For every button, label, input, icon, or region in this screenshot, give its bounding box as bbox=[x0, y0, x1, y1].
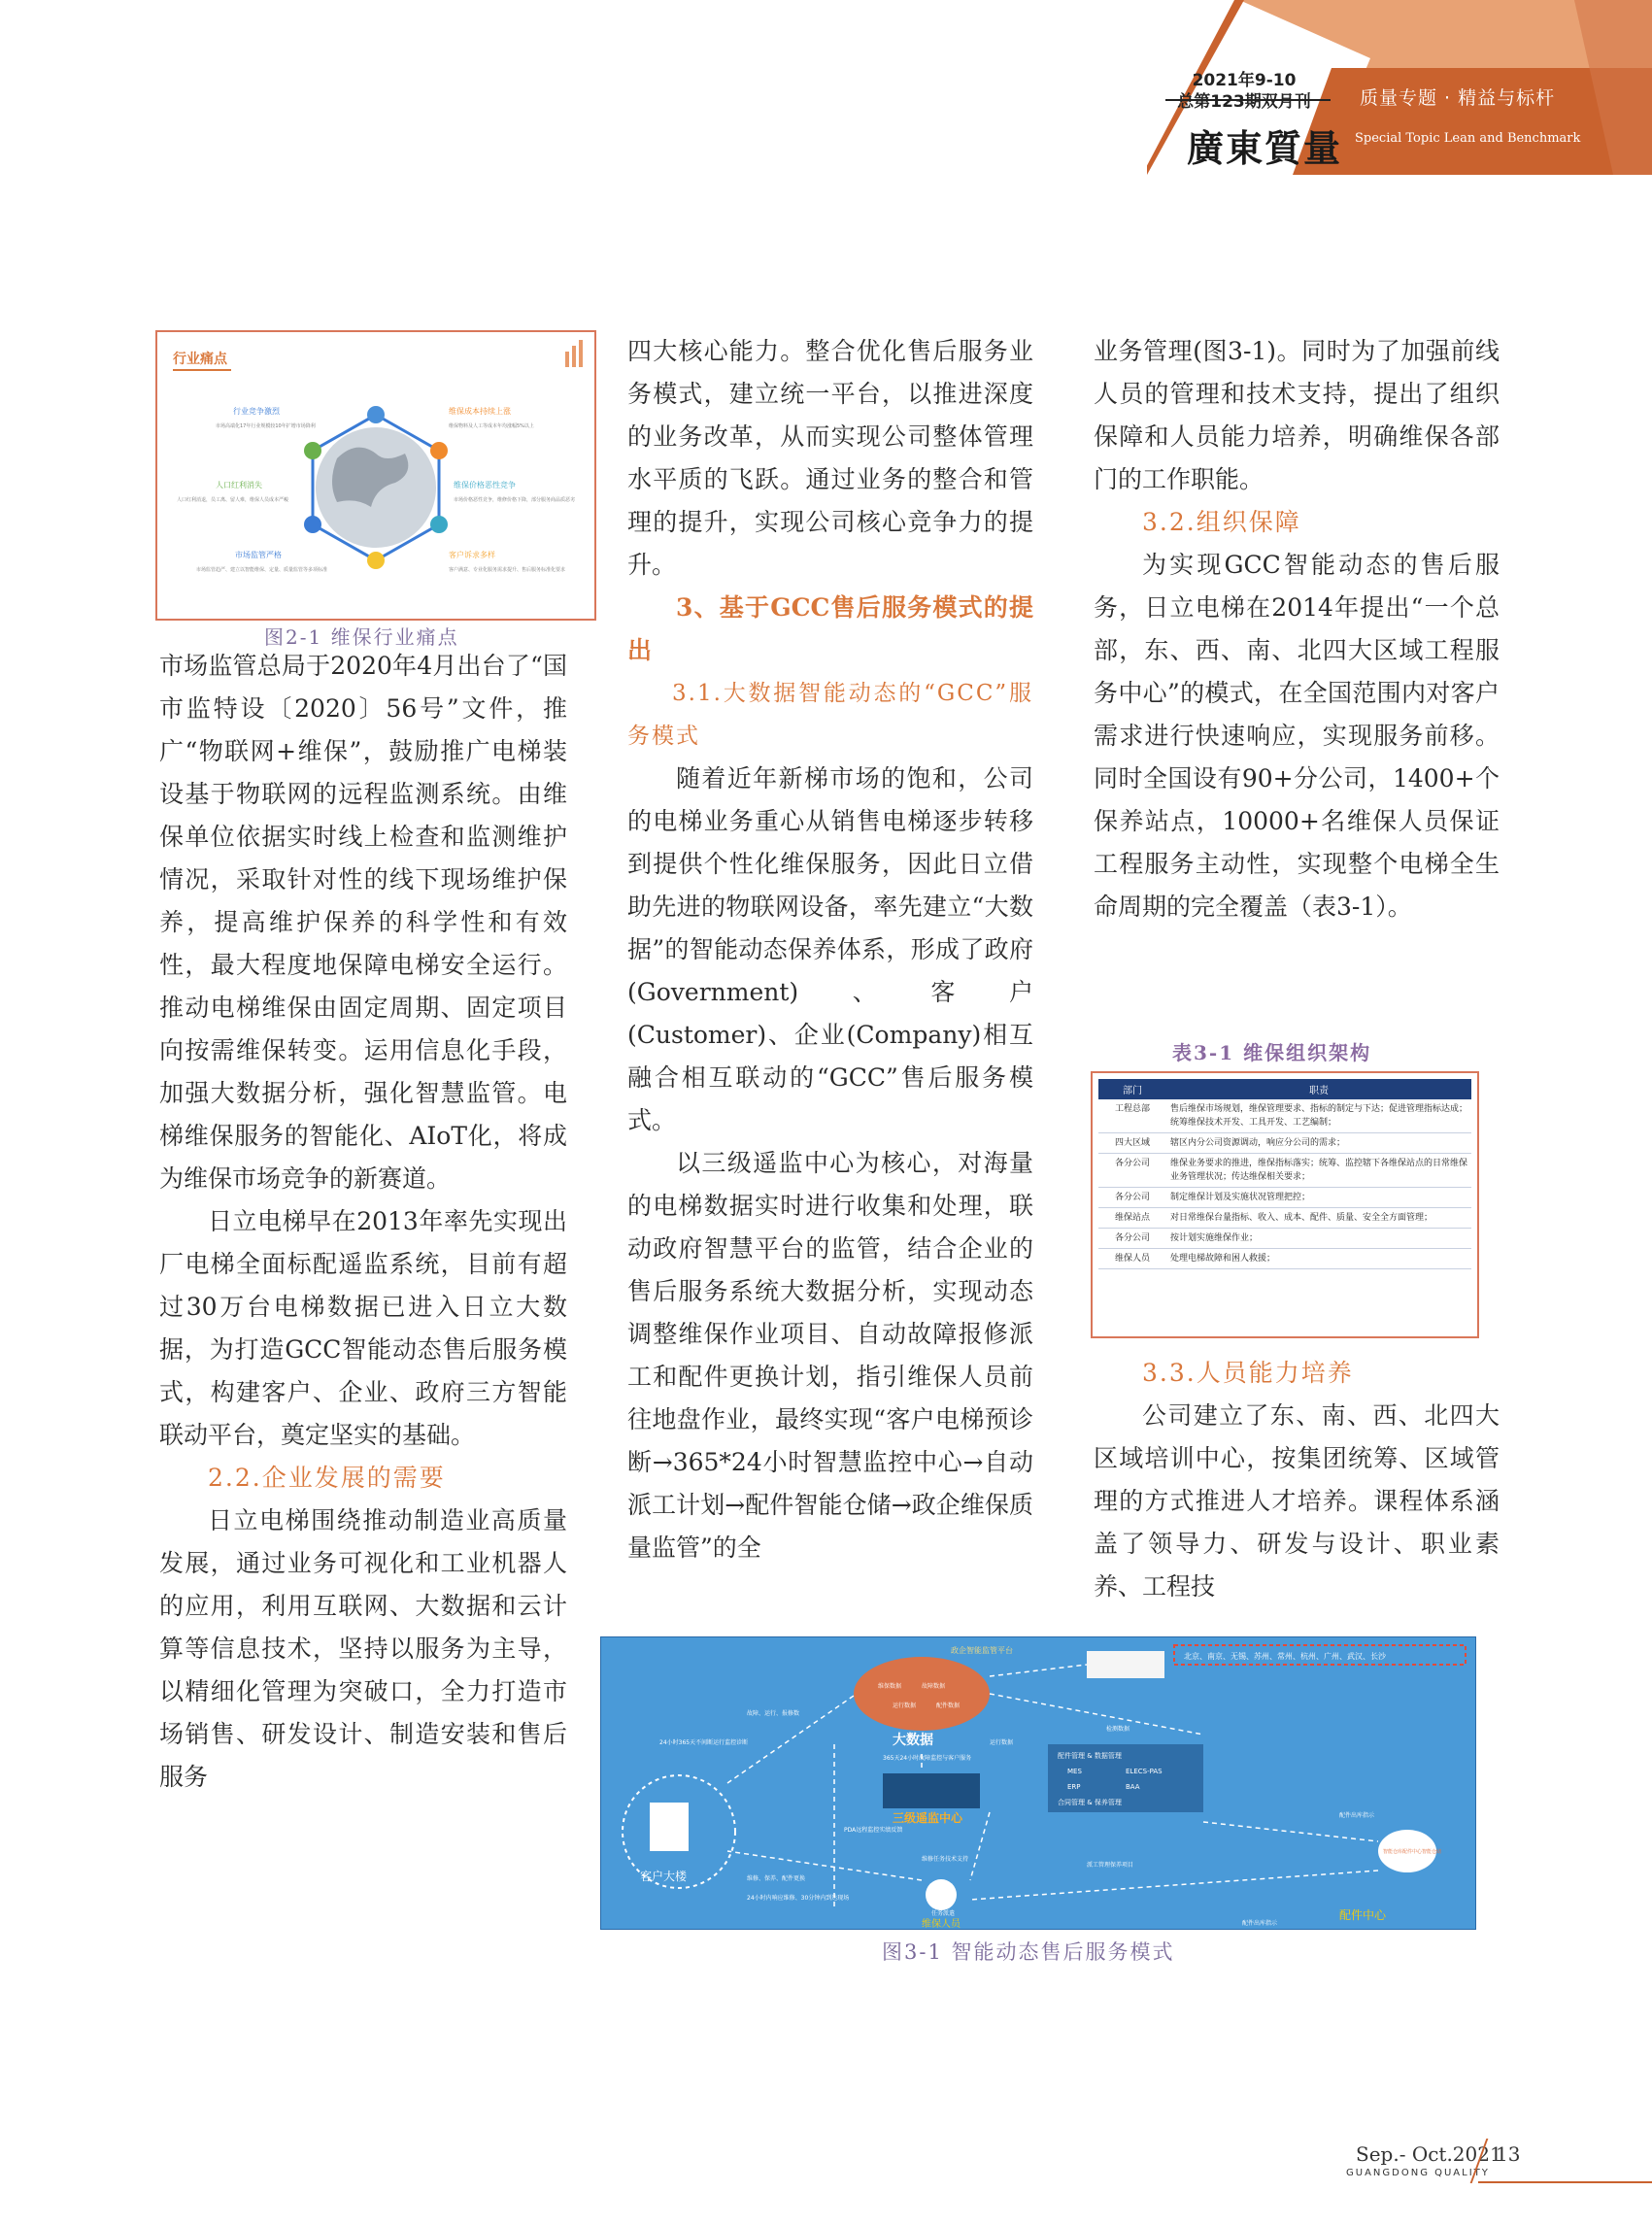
table-3-1 bbox=[1091, 1071, 1479, 1338]
table-cell: 按计划实施维保作业； bbox=[1166, 1229, 1471, 1249]
fig21-item-text: 人口红利消退，员工离、留人难，维保人员成本严峻 bbox=[177, 497, 289, 503]
table31-caption: 表3-1 维保组织架构 bbox=[1172, 1041, 1372, 1064]
column-3 bbox=[1094, 330, 1500, 928]
fig21-item-text: 客户满意、专业化服务需求提升、售后服务标准化要求 bbox=[449, 567, 566, 573]
fig21-item-title: 维保成本持续上涨 bbox=[449, 407, 511, 416]
table-row bbox=[1098, 1099, 1471, 1133]
section-3-1-heading: 3.1.大数据智能动态的“GCC”服务模式 bbox=[627, 681, 1033, 749]
table-header: 部门 bbox=[1098, 1079, 1166, 1099]
fig21-item-text: 维保物料及人工等成本年均涨幅5%以上 bbox=[449, 423, 534, 429]
col3-paragraph: 为实现GCC智能动态的售后服务，日立电梯在2014年提出“一个总部，东、西、南、北四大区域工程服务中心”的模式，在全国范围内对客户需求进行快速响应，实现服务前移。同时全国设有90+分公司，1400+个保养站点，10000+名维保人员保证工程服务主动性，实现整个电梯全生命周期的完全覆盖（表3-1）。 bbox=[1094, 551, 1500, 921]
table-row bbox=[1098, 1154, 1471, 1188]
column-3-lower bbox=[1094, 1352, 1500, 1608]
journal-logo: 廣東質量 bbox=[1187, 126, 1343, 170]
city-list: 北京、南京、无锡、苏州、常州、杭州、广州、武汉、长沙 bbox=[1184, 1652, 1386, 1661]
col2-paragraph: 随着近年新梯市场的饱和，公司的电梯业务重心从销售电梯逐步转移到提供个性化维保服务，因此日立借助先进的物联网设备，率先建立“大数据”的智能动态保养体系，形成了政府(Government)、客户(Customer)、企业(Company)相互融合相互联动的“GCC”售后服务模式。 bbox=[627, 764, 1033, 1134]
column-1 bbox=[159, 645, 567, 1799]
flow-label: 配件出库指示 bbox=[1242, 1920, 1278, 1927]
mgmt-label: ERP bbox=[1067, 1783, 1081, 1791]
cloud-label: 运行数据 bbox=[893, 1702, 917, 1709]
fig21-title-rule bbox=[173, 369, 231, 371]
table-cell: 辖区内分公司资源调动，响应分公司的需求； bbox=[1166, 1133, 1471, 1154]
table-cell: 对日常维保台量指标、收入、成本、配件、质量、安全全方面管理； bbox=[1166, 1208, 1471, 1229]
cloud-label: 配件数据 bbox=[936, 1702, 961, 1709]
flow-label: 运行数据 bbox=[990, 1739, 1014, 1746]
fig21-item-title: 人口红利消失 bbox=[216, 481, 262, 489]
flow-label: 365天24小时故障监控与客户服务 bbox=[883, 1755, 972, 1762]
customer-label: 客户大楼 bbox=[640, 1870, 688, 1883]
footer-rule bbox=[1478, 2181, 1652, 2183]
table-cell: 四大区域 bbox=[1098, 1133, 1166, 1154]
flow-label: 任务派遣 bbox=[931, 1910, 956, 1917]
cloud-label: 维保数据 bbox=[878, 1683, 902, 1690]
section-3-3-heading: 3.3.人员能力培养 bbox=[1142, 1359, 1354, 1387]
table-row bbox=[1098, 1208, 1471, 1229]
flow-label: 24小时内响应维修、30分钟内到达现场 bbox=[747, 1895, 850, 1902]
col1-paragraph: 日立电梯早在2013年率先实现出厂电梯全面标配遥监系统，目前有超过30万台电梯数据已进入日立大数据，为打造GCC智能动态售后服务模式，构建客户、企业、政府三方智能联动平台，奠定坚实的基础。 bbox=[159, 1207, 567, 1449]
flow-label: 故障、运行、报修数 bbox=[747, 1710, 800, 1717]
flow-labels bbox=[747, 1709, 1375, 1927]
fig21-item-text: 市场高端化17年行业规模较10年扩增市场降利 bbox=[216, 423, 316, 429]
table-cell: 售后维保市场规划，维保管理要求、指标的制定与下达；促进管理指标达成；统筹维保技术开发、工具开发、工艺编制； bbox=[1166, 1099, 1471, 1133]
col1-paragraph: 市场监管总局于2020年4月出台了“国市监特设〔2020〕56号”文件，推广“物联网+维保”，鼓励推广电梯装设基于物联网的远程监测系统。由维保单位依据实时线上检查和监测维护情况，采取针对性的线下现场维护保养，提高维护保养的科学性和有效性，最大程度地保障电梯安全运行。推动电梯维保由固定周期、固定项目向按需维保转变。运用信息化手段，加强大数据分析，强化智慧监管。电梯维保服务的智能化、AIoT化，将成为维保市场竞争的新赛道。 bbox=[159, 652, 567, 1193]
figure-2-1-graphic bbox=[157, 332, 594, 619]
flow-label: 维修任务技术支持 bbox=[922, 1856, 969, 1863]
table-cell: 维保业务要求的推进，维保指标落实；统筹、监控辖下各维保站点的日常维保业务管理状况；传达维保相关要求； bbox=[1166, 1154, 1471, 1188]
fig21-item-title: 市场监管严格 bbox=[235, 551, 282, 559]
table-header: 职责 bbox=[1166, 1079, 1471, 1099]
warehouse-label: 智能仓库配件中心智能仓储 bbox=[1383, 1849, 1442, 1855]
table-cell: 维保站点 bbox=[1098, 1208, 1166, 1229]
topic-title-en: Special Topic Lean and Benchmark bbox=[1355, 131, 1581, 146]
figure-2-1 bbox=[155, 330, 596, 621]
figure-3-1-graphic bbox=[601, 1637, 1475, 1929]
building-icon bbox=[650, 1803, 689, 1851]
flow-label: PDA远程监控实绩反馈 bbox=[844, 1827, 903, 1834]
table-row bbox=[1098, 1188, 1471, 1208]
monitor-icon bbox=[1087, 1651, 1164, 1678]
issue-date: 2021年9-10 bbox=[1192, 71, 1297, 90]
fig21-item-title: 客户诉求多样 bbox=[449, 551, 495, 559]
table-cell: 工程总部 bbox=[1098, 1099, 1166, 1133]
figure-3-1 bbox=[600, 1636, 1476, 1930]
table-cell: 各分公司 bbox=[1098, 1188, 1166, 1208]
col1-paragraph: 日立电梯围绕推动制造业高质量发展，通过业务可视化和工业机器人的应用，利用互联网、大数据和云计算等信息技术，坚持以服务为主导，以精细化管理为突破口，全力打造市场销售、研发设计、制造安装和售后服务 bbox=[159, 1506, 567, 1791]
platform-label: 政企智能监管平台 bbox=[951, 1646, 1013, 1655]
table-cell: 制定维保计划及实施状况管理把控； bbox=[1166, 1188, 1471, 1208]
page-number: 13 bbox=[1496, 2142, 1521, 2166]
table-cell: 各分公司 bbox=[1098, 1229, 1166, 1249]
section-3-heading: 3、基于GCC售后服务模式的提出 bbox=[627, 593, 1033, 664]
table-cell: 处理电梯故障和困人救援； bbox=[1166, 1249, 1471, 1269]
col3-paragraph: 业务管理(图3-1)。同时为了加强前线人员的管理和技术支持，提出了组织保障和人员能力培养，明确维保各部门的工作职能。 bbox=[1094, 337, 1500, 493]
fig21-caption: 图2-1 维保行业痛点 bbox=[264, 625, 459, 649]
col2-paragraph: 四大核心能力。整合优化售后服务业务模式，建立统一平台，以推进深度的业务改革，从而实现公司整体管理水平质的飞跃。通过业务的整合和管理的提升，实现公司核心竞争力的提升。 bbox=[627, 337, 1033, 579]
table-cell: 各分公司 bbox=[1098, 1154, 1166, 1188]
parts-center-label: 配件中心 bbox=[1339, 1908, 1387, 1922]
footer-date: Sep.- Oct.2021 bbox=[1356, 2142, 1502, 2166]
issue-number: 总第123期双月刊 bbox=[1177, 92, 1311, 112]
col2-paragraph: 以三级遥监中心为核心，对海量的电梯数据实时进行收集和处理，联动政府智慧平台的监管，结合企业的售后服务系统大数据分析，实现动态调整维保作业项目、自动故障报修派工和配件更换计划，指引维保人员前往地盘作业，最终实现“客户电梯预诊断→365*24小时智慧监控中心→自动派工计划→配件智能仓储→政企维保质量监管”的全 bbox=[627, 1149, 1033, 1562]
col3-paragraph: 公司建立了东、南、西、北四大区域培训中心，按集团统筹、区域管理的方式推进人才培养。课程体系涵盖了领导力、研发与设计、职业素养、工程技 bbox=[1094, 1401, 1500, 1601]
mgmt-label: 配件管理 & 数据管理 bbox=[1058, 1752, 1122, 1760]
table-row bbox=[1098, 1133, 1471, 1154]
issue-info bbox=[1171, 70, 1317, 113]
org-table bbox=[1098, 1079, 1471, 1269]
flow-label: 派工管理保养项目 bbox=[1087, 1862, 1134, 1869]
table-row bbox=[1098, 1249, 1471, 1269]
mgmt-label: MES bbox=[1067, 1768, 1082, 1775]
flow-label: 配件出库指示 bbox=[1339, 1812, 1375, 1819]
fig21-title: 行业痛点 bbox=[173, 352, 227, 367]
column-2 bbox=[627, 330, 1033, 1569]
flow-label: 维修、保养、配件更换 bbox=[747, 1875, 806, 1882]
remote-center-label: 三级遥监中心 bbox=[893, 1811, 963, 1825]
fig31-caption: 图3-1 智能动态售后服务模式 bbox=[882, 1940, 1175, 1964]
fig21-bars bbox=[565, 340, 583, 367]
fig21-item-text: 市场价格恶性竞争，维修价格下降，部分服务商品质恶劣 bbox=[454, 497, 576, 503]
section-3-2-heading: 3.2.组织保障 bbox=[1142, 508, 1301, 536]
mgmt-label: BAA bbox=[1126, 1783, 1140, 1791]
fig21-item-title: 维保价格恶性竞争 bbox=[454, 481, 516, 489]
worker-label: 维保人员 bbox=[922, 1919, 961, 1929]
fig21-item-text: 市场监管趋严、建立以智能维保、定量、质量监管等多项标准 bbox=[196, 567, 328, 573]
monitoring-room-icon bbox=[883, 1773, 980, 1808]
table-row bbox=[1098, 1229, 1471, 1249]
worker-icon bbox=[926, 1879, 957, 1910]
footer-journal: GUANGDONG QUALITY bbox=[1346, 2168, 1490, 2178]
topic-title: 质量专题 · 精益与标杆 bbox=[1360, 87, 1556, 109]
flow-label: 检测数据 bbox=[1106, 1726, 1130, 1733]
mgmt-label: ELECS-PAS bbox=[1126, 1768, 1163, 1775]
ring-label: 24小时365天不间断运行监控诊断 bbox=[659, 1739, 749, 1746]
table-cell: 维保人员 bbox=[1098, 1249, 1166, 1269]
fig21-item-title: 行业竞争激烈 bbox=[233, 407, 280, 416]
cloud-label: 故障数据 bbox=[922, 1683, 946, 1690]
bigdata-label: 大数据 bbox=[893, 1733, 933, 1748]
section-2-2-heading: 2.2.企业发展的需要 bbox=[208, 1464, 446, 1492]
cloud-icon bbox=[854, 1657, 990, 1731]
mgmt-label: 合同管理 & 保养管理 bbox=[1058, 1799, 1122, 1806]
